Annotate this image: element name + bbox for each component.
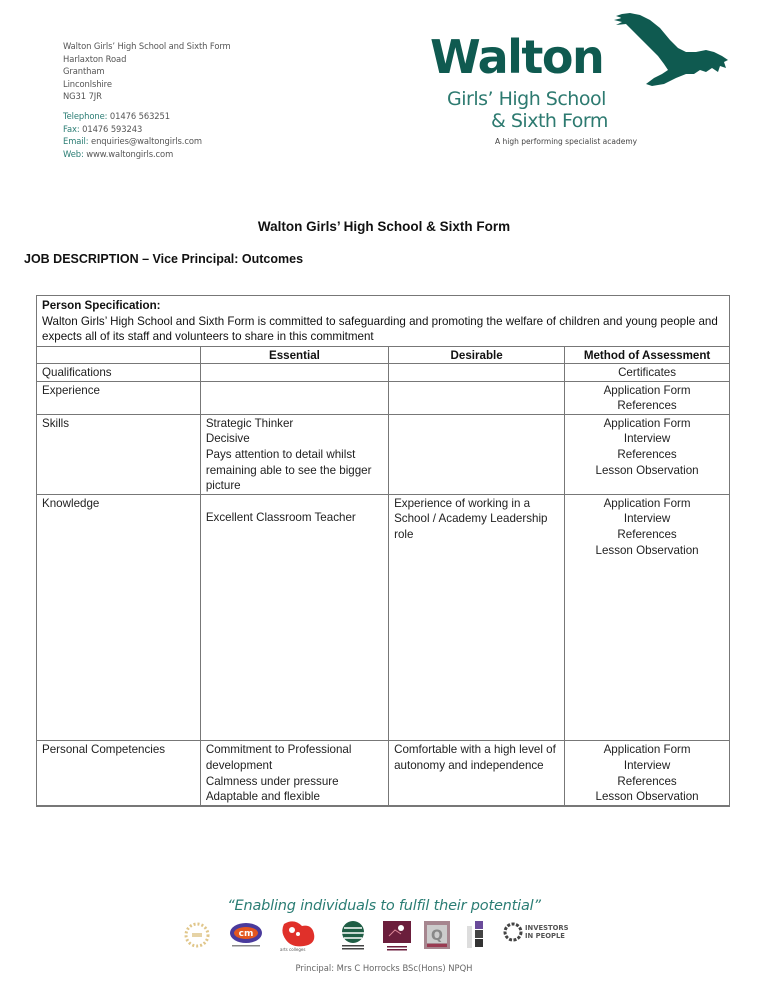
contact-fax: Fax: 01476 593243 bbox=[63, 123, 143, 134]
row-category: Personal Competencies bbox=[37, 741, 200, 805]
row-desirable bbox=[389, 414, 565, 494]
row-assessment: Application Form Interview References Lesson Observation bbox=[565, 741, 729, 805]
table-header-row bbox=[37, 346, 729, 364]
column-header-category bbox=[37, 346, 200, 364]
column-header-assessment: Method of Assessment bbox=[565, 346, 729, 364]
logo-tagline: A high performing specialist academy bbox=[495, 137, 638, 146]
table-row bbox=[37, 414, 729, 494]
table-row bbox=[37, 364, 729, 382]
column-header-desirable: Desirable bbox=[389, 346, 565, 364]
address-line: Walton Girls’ High School and Sixth Form bbox=[63, 41, 231, 51]
language-colleges-badge-icon bbox=[338, 920, 368, 957]
spec-intro bbox=[37, 296, 729, 346]
person-specification-table bbox=[36, 295, 730, 807]
logo-wordmark: Walton bbox=[430, 30, 604, 84]
contact-telephone: Telephone: 01476 563251 bbox=[63, 110, 170, 121]
row-category: Experience bbox=[37, 381, 200, 414]
svg-text:cm: cm bbox=[238, 929, 254, 939]
row-essential bbox=[200, 381, 388, 414]
logo-line2: & Sixth Form bbox=[491, 110, 608, 132]
row-essential: Strategic Thinker Decisive Pays attention to detail whilst remaining able to see the bigger picture bbox=[200, 414, 388, 494]
table-row bbox=[37, 494, 729, 741]
spec-heading: Person Specification: bbox=[42, 299, 161, 312]
letterhead-address bbox=[63, 40, 231, 160]
spec-statement: Walton Girls’ High School and Sixth Form is committed to safeguarding and promoting the welfare of children and young people and expects all of its staff and volunteers to share in this commitment bbox=[42, 314, 718, 343]
principal-name: Principal: Mrs C Horrocks BSc(Hons) NPQH bbox=[295, 963, 473, 973]
row-assessment: Application Form Interview References Lesson Observation bbox=[565, 494, 729, 741]
table-row bbox=[37, 741, 729, 805]
row-category: Qualifications bbox=[37, 364, 200, 382]
row-assessment: Application Form References bbox=[565, 381, 729, 414]
investors-in-people-badge-icon: INVESTORS IN PEOPLE bbox=[503, 920, 523, 949]
applied-learning-badge-icon bbox=[381, 920, 413, 957]
address-line: Harlaxton Road bbox=[63, 53, 127, 64]
address-line: NG31 7JR bbox=[63, 91, 102, 102]
cm-badge-icon bbox=[228, 920, 264, 955]
row-essential: Commitment to Professional development Calmness under pressure Adaptable and flexible bbox=[200, 741, 388, 805]
stacked-squares-badge-icon bbox=[466, 920, 486, 957]
job-title: JOB DESCRIPTION – Vice Principal: Outcomes bbox=[24, 252, 304, 266]
quality-mark-badge-icon bbox=[423, 920, 451, 957]
accreditation-badges bbox=[183, 920, 603, 952]
row-desirable: Experience of working in a School / Academy Leadership role bbox=[389, 494, 565, 741]
school-logo bbox=[430, 12, 730, 146]
address-line: Linconlshire bbox=[63, 78, 112, 89]
row-desirable bbox=[389, 364, 565, 382]
row-desirable bbox=[389, 381, 565, 414]
table-row bbox=[37, 381, 729, 414]
row-assessment: Certificates bbox=[565, 364, 729, 382]
column-header-essential: Essential bbox=[200, 346, 388, 364]
contact-email: Email: enquiries@waltongirls.com bbox=[63, 136, 202, 147]
row-category: Knowledge bbox=[37, 494, 200, 741]
arts-colleges-badge-icon: arts colleges bbox=[278, 920, 318, 957]
bird-of-prey-icon bbox=[610, 12, 735, 87]
address-line: Grantham bbox=[63, 66, 105, 77]
row-essential: Excellent Classroom Teacher bbox=[200, 494, 388, 741]
row-assessment: Application Form Interview References Lesson Observation bbox=[565, 414, 729, 494]
footer-motto: “Enabling individuals to fulfil their potential” bbox=[227, 898, 541, 914]
svg-text:Q: Q bbox=[431, 928, 443, 944]
row-desirable: Comfortable with a high level of autonomy and independence bbox=[389, 741, 565, 805]
contact-web: Web: www.waltongirls.com bbox=[63, 148, 174, 159]
row-essential bbox=[200, 364, 388, 382]
row-category: Skills bbox=[37, 414, 200, 494]
gold-seal-badge-icon bbox=[183, 920, 211, 955]
document-title: Walton Girls’ High School & Sixth Form bbox=[257, 219, 511, 234]
logo-line1: Girls’ High School bbox=[447, 88, 606, 110]
